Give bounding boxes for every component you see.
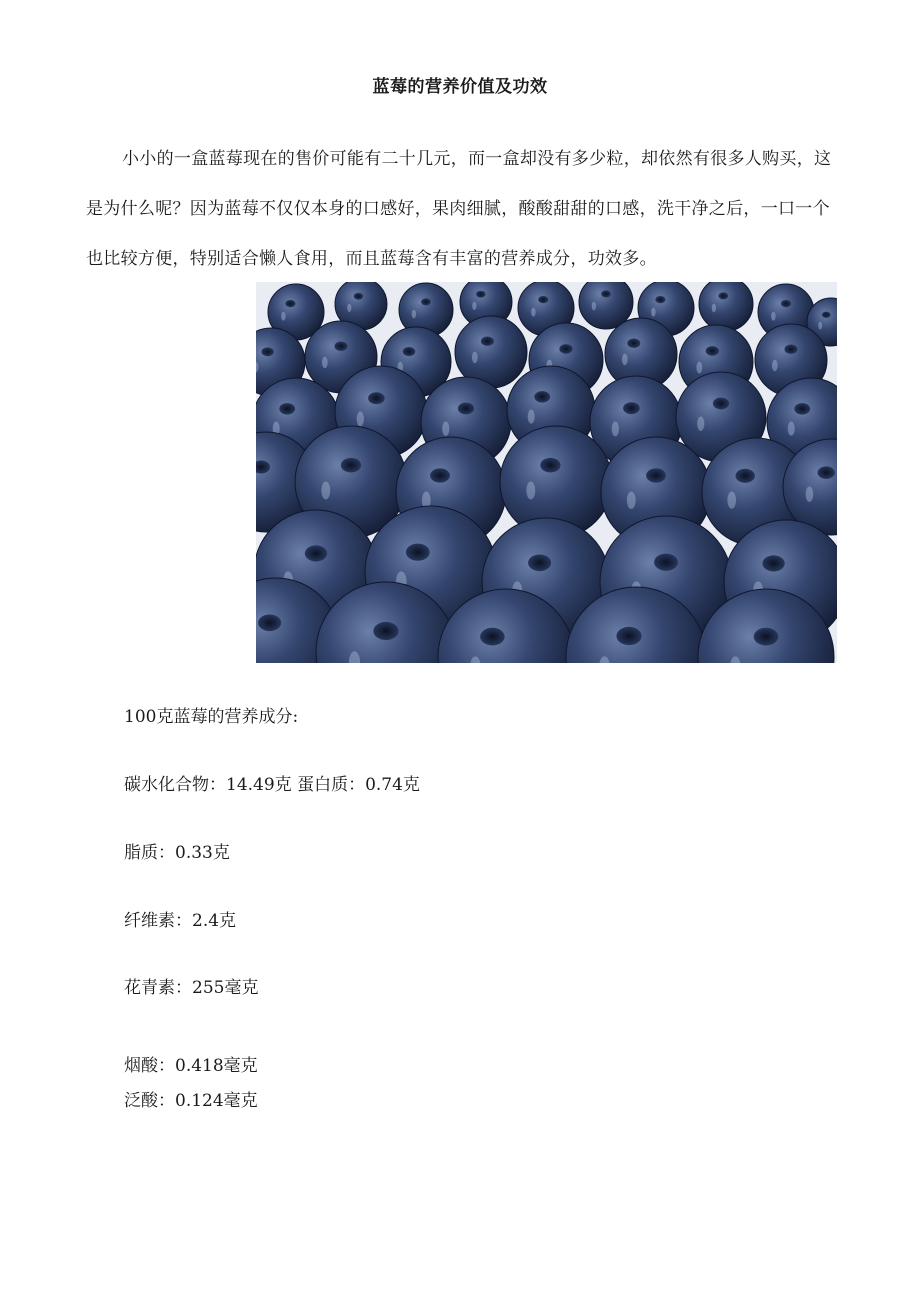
nutrient-line-anthocyanin: 花青素：255毫克	[124, 978, 259, 998]
nutrient-line-pantothenic-acid: 泛酸：0.124毫克	[124, 1091, 258, 1111]
blueberries-illustration	[256, 282, 837, 663]
nutrition-section-label: 100克蓝莓的营养成分:	[124, 707, 299, 727]
nutrient-line-carbs-protein: 碳水化合物：14.49克 蛋白质：0.74克	[124, 775, 420, 795]
nutrient-line-fat: 脂质：0.33克	[124, 843, 230, 863]
nutrient-line-niacin: 烟酸：0.418毫克	[124, 1056, 258, 1076]
blueberry	[699, 282, 753, 331]
blueberries-photo	[256, 282, 837, 663]
intro-paragraph: 小小的一盒蓝莓现在的售价可能有二十几元，而一盒却没有多少粒，却依然有很多人购买，这是为什么呢？因为蓝莓不仅仅本身的口感好，果肉细腻，酸酸甜甜的口感，洗干净之后，一口一个也比较方便，特别适合懒人食用，而且蓝莓含有丰富的营养成分，功效多。	[86, 149, 832, 269]
document-title: 蓝莓的营养价值及功效	[372, 77, 548, 97]
nutrient-line-fiber: 纤维素：2.4克	[124, 911, 237, 931]
